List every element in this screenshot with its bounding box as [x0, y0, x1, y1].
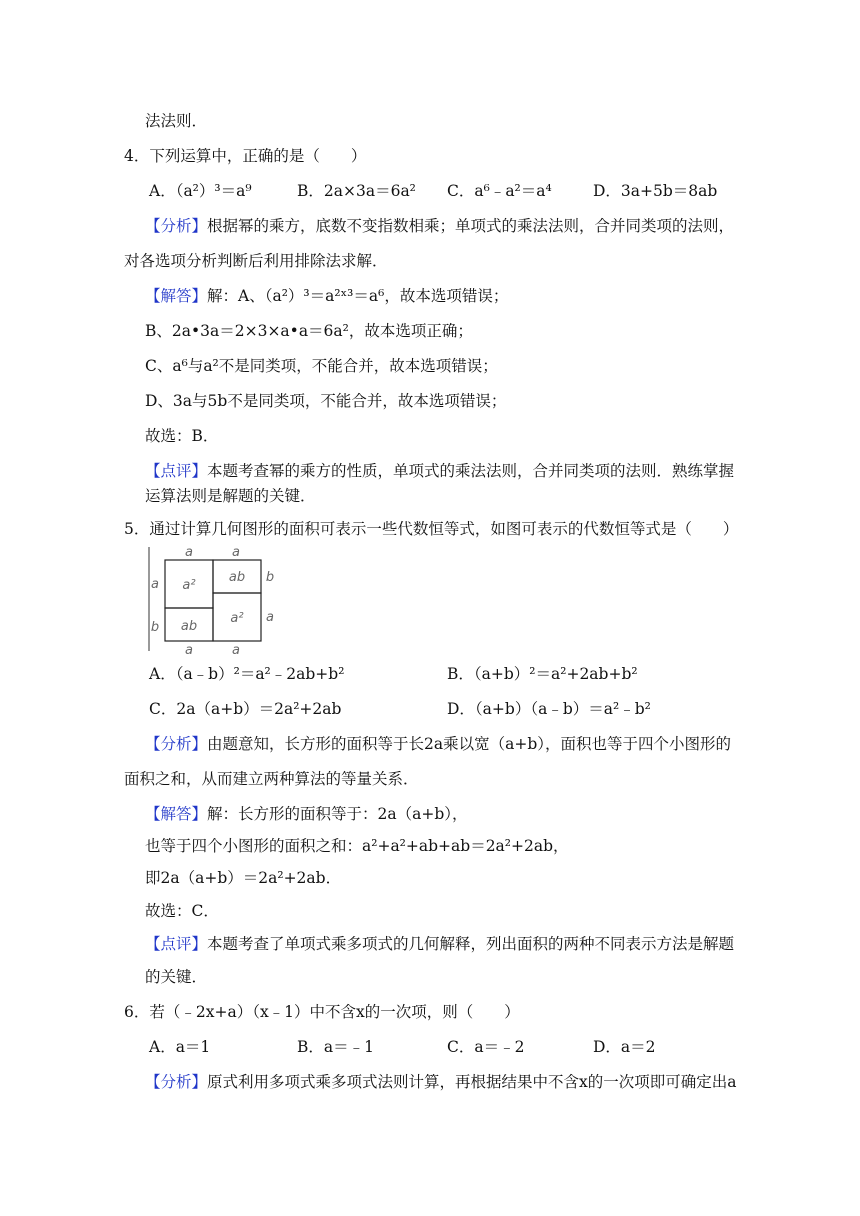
- q4-answer-line: D、3a与5b不是同类项，不能合并，故本选项错误；: [145, 392, 507, 410]
- q4-answer-line: 故选：B．: [145, 427, 219, 445]
- q4-comment-cont: 运算法则是解题的关键．: [145, 487, 316, 505]
- answer-text: 解：A、（a²）³＝a²ˣ³＝a⁶，故本选项错误；: [207, 287, 509, 305]
- analysis-text: 根据幂的乘方，底数不变指数相乘；单项式的乘法法则，合并同类项的法则，: [207, 217, 735, 235]
- question-4-stem: 4．下列运算中，正确的是（ ）: [124, 147, 367, 165]
- label-right-b: b: [265, 570, 275, 585]
- q5-comment-cont: 的关键．: [145, 968, 208, 986]
- comment-tag: 【点评】: [145, 935, 208, 953]
- analysis-text: 原式利用多项式乘多项式法则计算，再根据结果中不含x的一次项即可确定出a: [207, 1073, 737, 1091]
- label-left-a: a: [151, 577, 159, 592]
- answer-tag: 【解答】: [145, 287, 208, 305]
- q5-comment: [145, 934, 734, 954]
- q4-option-d: D．3a+5b＝8ab: [593, 182, 718, 200]
- answer-text: 解：长方形的面积等于：2a（a+b），: [207, 805, 468, 823]
- label-top-a1: a: [185, 545, 193, 560]
- q5-option-c: C．2a（a+b）＝2a²+2ab: [149, 700, 342, 718]
- comment-tag: 【点评】: [145, 462, 208, 480]
- label-bot-a2: a: [232, 643, 240, 655]
- cell-tl-label: a²: [182, 578, 196, 593]
- q5-answer-line: 故选：C．: [145, 902, 219, 920]
- q4-answer: [145, 286, 508, 306]
- analysis-tag: 【分析】: [145, 735, 208, 753]
- q6-option-b: B．a＝﹣1: [297, 1038, 374, 1056]
- q4-analysis: [145, 216, 734, 236]
- comment-text: 本题考查了单项式乘多项式的几何解释，列出面积的两种不同表示方法是解题: [207, 935, 735, 953]
- cell-bl-label: ab: [180, 619, 198, 634]
- text-line: 法法则．: [145, 112, 208, 130]
- q6-option-c: C．a＝﹣2: [447, 1038, 525, 1056]
- question-5-stem: 5．通过计算几何图形的面积可表示一些代数恒等式，如图可表示的代数恒等式是（ ）: [124, 520, 739, 538]
- cell-tr-label: ab: [228, 570, 246, 585]
- answer-tag: 【解答】: [145, 805, 208, 823]
- q4-option-c: C．a⁶﹣a²＝a⁴: [447, 182, 552, 200]
- q5-option-a: A．（a﹣b）²＝a²﹣2ab+b²: [149, 665, 345, 683]
- q5-answer: [145, 804, 468, 824]
- q4-comment: [145, 461, 734, 481]
- q4-answer-line: C、a⁶与a²不是同类项，不能合并，故本选项错误；: [145, 357, 498, 375]
- q4-option-b: B．2a×3a＝6a²: [297, 182, 416, 200]
- q6-option-a: A．a＝1: [149, 1038, 211, 1056]
- area-figure: [145, 543, 285, 655]
- label-right-a: a: [266, 610, 274, 625]
- q6-analysis: [145, 1072, 737, 1092]
- q5-option-b: B．（a+b）²＝a²+2ab+b²: [447, 665, 638, 683]
- q5-answer-line: 也等于四个小图形的面积之和：a²+a²+ab+ab＝2a²+2ab，: [145, 837, 569, 855]
- analysis-text: 由题意知，长方形的面积等于长2a乘以宽（a+b），面积也等于四个小图形的: [207, 735, 732, 753]
- q4-analysis-cont: 对各选项分析判断后利用排除法求解．: [124, 252, 388, 270]
- q4-option-a: A．（a²）³＝a⁹: [149, 182, 252, 200]
- q6-option-d: D．a＝2: [593, 1038, 656, 1056]
- q5-analysis-cont: 面积之和，从而建立两种算法的等量关系．: [124, 770, 419, 788]
- q5-analysis: [145, 734, 731, 754]
- analysis-tag: 【分析】: [145, 1073, 208, 1091]
- q5-answer-line: 即2a（a+b）＝2a²+2ab．: [145, 869, 342, 887]
- analysis-tag: 【分析】: [145, 217, 208, 235]
- label-top-a2: a: [232, 545, 240, 560]
- q5-option-d: D．（a+b）（a﹣b）＝a²﹣b²: [447, 700, 651, 718]
- label-bot-a1: a: [185, 643, 193, 655]
- comment-text: 本题考查幂的乘方的性质，单项式的乘法法则，合并同类项的法则．熟练掌握: [207, 462, 735, 480]
- cell-br-label: a²: [230, 611, 244, 626]
- label-left-b: b: [150, 620, 160, 635]
- question-6-stem: 6．若（﹣2x+a）（x﹣1）中不含x的一次项，则（ ）: [124, 1003, 520, 1021]
- q4-answer-line: B、2a•3a＝2×3×a•a＝6a²，故本选项正确；: [145, 322, 473, 340]
